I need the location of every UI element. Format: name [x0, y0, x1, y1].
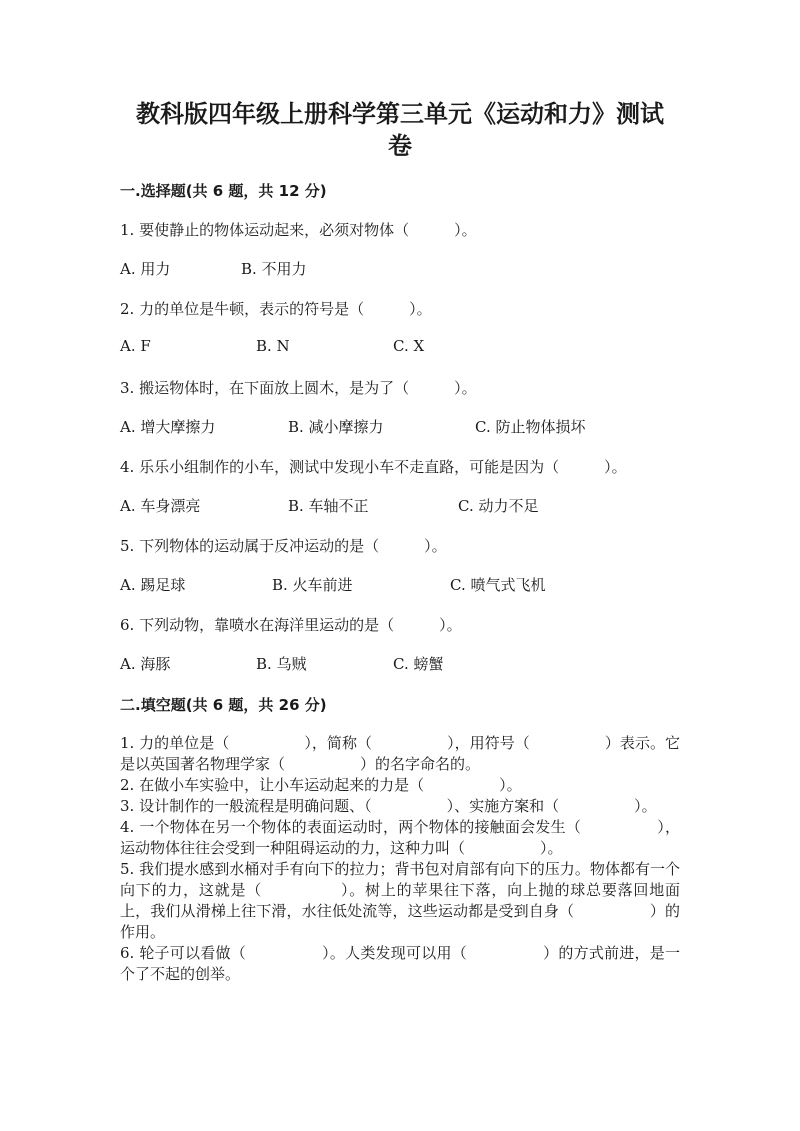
fill-item-1: 1. 力的单位是（ ），简称（ ），用符号（ ）表示。它是以英国著名物理学家（ ）的名字命名的。	[120, 734, 680, 773]
option-c: C. 螃蟹	[393, 655, 444, 673]
option-a: A. 车身漂亮	[120, 497, 201, 515]
option-a: A. F	[120, 337, 151, 355]
option-b: B. 火车前进	[272, 576, 353, 594]
fill-item-5: 5. 我们提水感到水桶对手有向下的拉力；背书包对肩部有向下的压力。物体都有一个向下的力，这就是（ ）。树上的苹果往下落，向上抛的球总要落回地面上，我们从滑梯上往下滑，水往低处流等，这些运动都是受到自身（ ）的作用。	[120, 860, 680, 941]
options-3	[120, 416, 720, 438]
options-4	[120, 495, 720, 517]
fill-blank-list	[120, 733, 680, 985]
option-a: A. 海豚	[120, 655, 171, 673]
options-1	[120, 258, 720, 280]
section-heading-choice: 一.选择题(共 6 题，共 12 分)	[120, 182, 327, 200]
option-c: C. 防止物体损坏	[475, 418, 586, 436]
option-b: B. 乌贼	[256, 655, 307, 673]
question-3: 3. 搬运物体时，在下面放上圆木，是为了（ ）。	[120, 379, 477, 397]
option-c: C. X	[393, 337, 425, 355]
question-5: 5. 下列物体的运动属于反冲运动的是（ ）。	[120, 537, 447, 555]
question-1: 1. 要使静止的物体运动起来，必须对物体（ ）。	[120, 221, 477, 239]
section-heading-fill: 二.填空题(共 6 题，共 26 分)	[120, 696, 327, 714]
title-line-1: 教科版四年级上册科学第三单元《运动和力》测试	[136, 100, 664, 128]
title-line-2: 卷	[388, 132, 412, 160]
fill-item-2: 2. 在做小车实验中，让小车运动起来的力是（ ）。	[120, 776, 522, 794]
question-6: 6. 下列动物，靠喷水在海洋里运动的是（ ）。	[120, 616, 462, 634]
option-a: A. 增大摩擦力	[120, 418, 216, 436]
options-5	[120, 574, 720, 596]
question-2: 2. 力的单位是牛顿，表示的符号是（ ）。	[120, 300, 432, 318]
option-b: B. N	[256, 337, 290, 355]
option-a: A. 用力	[120, 260, 171, 278]
fill-item-3: 3. 设计制作的一般流程是明确问题、（ ）、实施方案和（ ）。	[120, 797, 657, 815]
option-a: A. 踢足球	[120, 576, 186, 594]
option-b: B. 车轴不正	[288, 497, 369, 515]
option-b: B. 减小摩擦力	[288, 418, 384, 436]
page-title	[110, 98, 690, 162]
question-4: 4. 乐乐小组制作的小车，测试中发现小车不走直路，可能是因为（ ）。	[120, 458, 627, 476]
options-6	[120, 653, 720, 675]
option-c: C. 喷气式飞机	[450, 576, 546, 594]
option-c: C. 动力不足	[458, 497, 539, 515]
option-b: B. 不用力	[241, 260, 307, 278]
fill-item-4: 4. 一个物体在另一个物体的表面运动时，两个物体的接触面会发生（ ），运动物体往往会受到一种阻碍运动的力，这种力叫（ ）。	[120, 818, 680, 857]
fill-item-6: 6. 轮子可以看做（ ）。人类发现可以用（ ）的方式前进，是一个了不起的创举。	[120, 944, 680, 983]
options-2	[120, 337, 720, 359]
